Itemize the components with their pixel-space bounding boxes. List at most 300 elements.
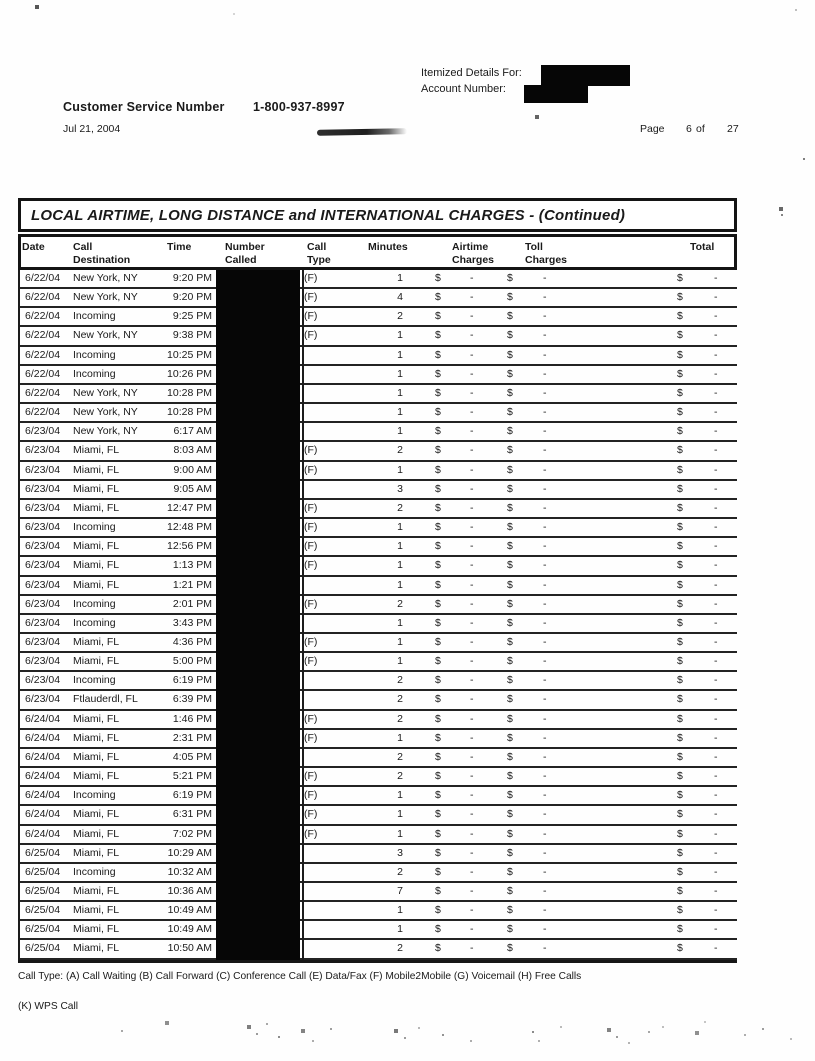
- total-currency-symbol: $: [677, 348, 683, 361]
- airtime-currency-symbol: $: [435, 348, 441, 361]
- redacted-customer-name: [541, 65, 630, 86]
- cell-airtime-charges: -: [470, 846, 474, 859]
- cell-date: 6/23/04: [25, 463, 61, 476]
- cell-minutes: 1: [397, 521, 403, 534]
- cell-toll-charges: -: [543, 444, 547, 457]
- cell-airtime-charges: -: [470, 386, 474, 399]
- cell-toll-charges: -: [543, 770, 547, 783]
- airtime-currency-symbol: $: [435, 674, 441, 687]
- redacted-number-called-column: [216, 270, 300, 960]
- cell-airtime-charges: -: [470, 885, 474, 897]
- cell-total: -: [714, 272, 718, 284]
- cell-total: -: [714, 846, 718, 859]
- cell-time: 10:29 AM: [167, 846, 212, 859]
- cell-destination: Miami, FL: [73, 444, 120, 457]
- airtime-currency-symbol: $: [435, 310, 441, 323]
- cell-time: 12:56 PM: [167, 540, 212, 553]
- customer-service-label: Customer Service Number: [63, 100, 225, 114]
- cell-total: -: [714, 291, 718, 304]
- total-currency-symbol: $: [677, 291, 683, 304]
- cell-total: -: [714, 750, 718, 763]
- cell-date: 6/25/04: [25, 865, 61, 878]
- cell-total: -: [714, 540, 718, 553]
- cell-toll-charges: -: [543, 540, 547, 553]
- cell-toll-charges: -: [543, 923, 547, 936]
- cell-minutes: 2: [397, 501, 403, 514]
- airtime-currency-symbol: $: [435, 578, 441, 591]
- cell-call-type: (F): [304, 444, 318, 457]
- col-header-destination-1: Call: [73, 241, 93, 253]
- cell-minutes: 1: [397, 827, 403, 840]
- cell-minutes: 4: [397, 291, 403, 304]
- cell-time: 1:21 PM: [172, 578, 212, 591]
- toll-currency-symbol: $: [507, 540, 513, 553]
- cell-time: 10:28 PM: [167, 386, 212, 399]
- total-currency-symbol: $: [677, 923, 683, 936]
- call-record-row: [18, 442, 737, 461]
- cell-destination: New York, NY: [73, 425, 138, 438]
- cell-airtime-charges: -: [470, 463, 474, 476]
- toll-currency-symbol: $: [507, 712, 513, 725]
- cell-toll-charges: -: [543, 865, 547, 878]
- cell-call-type: (F): [304, 521, 318, 534]
- airtime-currency-symbol: $: [435, 425, 441, 438]
- total-currency-symbol: $: [677, 770, 683, 783]
- call-record-row: [18, 462, 737, 481]
- cell-minutes: 1: [397, 635, 403, 648]
- cell-total: -: [714, 904, 718, 917]
- toll-currency-symbol: $: [507, 731, 513, 744]
- cell-time: 4:36 PM: [172, 635, 212, 648]
- airtime-currency-symbol: $: [435, 885, 441, 897]
- col-header-destination-2: Destination: [73, 254, 131, 266]
- cell-date: 6/24/04: [25, 827, 61, 840]
- total-currency-symbol: $: [677, 482, 683, 495]
- cell-total: -: [714, 444, 718, 457]
- cell-destination: Miami, FL: [73, 750, 120, 763]
- call-record-row: [18, 730, 737, 749]
- airtime-currency-symbol: $: [435, 808, 441, 821]
- call-record-row: [18, 289, 737, 308]
- cell-airtime-charges: -: [470, 291, 474, 304]
- call-record-row: [18, 826, 737, 845]
- cell-minutes: 1: [397, 904, 403, 917]
- cell-destination: Miami, FL: [73, 482, 120, 495]
- total-currency-symbol: $: [677, 827, 683, 840]
- total-currency-symbol: $: [677, 904, 683, 917]
- cell-destination: Miami, FL: [73, 559, 120, 572]
- cell-time: 6:19 PM: [172, 674, 212, 687]
- call-record-row: [18, 749, 737, 768]
- cell-minutes: 2: [397, 712, 403, 725]
- airtime-currency-symbol: $: [435, 693, 441, 706]
- toll-currency-symbol: $: [507, 655, 513, 668]
- cell-date: 6/22/04: [25, 291, 61, 304]
- cell-minutes: 2: [397, 310, 403, 323]
- cell-total: -: [714, 597, 718, 610]
- cell-destination: Incoming: [73, 597, 116, 610]
- toll-currency-symbol: $: [507, 808, 513, 821]
- toll-currency-symbol: $: [507, 846, 513, 859]
- total-currency-symbol: $: [677, 674, 683, 687]
- airtime-currency-symbol: $: [435, 616, 441, 629]
- cell-destination: Miami, FL: [73, 540, 120, 553]
- cell-time: 10:28 PM: [167, 406, 212, 419]
- cell-date: 6/22/04: [25, 272, 61, 284]
- cell-time: 6:31 PM: [172, 808, 212, 821]
- col-header-number-2: Called: [225, 254, 257, 266]
- toll-currency-symbol: $: [507, 789, 513, 802]
- cell-minutes: 2: [397, 444, 403, 457]
- cell-toll-charges: -: [543, 942, 547, 955]
- cell-total: -: [714, 674, 718, 687]
- cell-time: 7:02 PM: [172, 827, 212, 840]
- cell-toll-charges: -: [543, 463, 547, 476]
- cell-toll-charges: -: [543, 348, 547, 361]
- cell-toll-charges: -: [543, 693, 547, 706]
- cell-toll-charges: -: [543, 904, 547, 917]
- cell-minutes: 1: [397, 272, 403, 284]
- cell-airtime-charges: -: [470, 540, 474, 553]
- total-currency-symbol: $: [677, 444, 683, 457]
- cell-total: -: [714, 712, 718, 725]
- cell-call-type: (F): [304, 712, 318, 725]
- cell-airtime-charges: -: [470, 521, 474, 534]
- cell-destination: Miami, FL: [73, 731, 120, 744]
- cell-date: 6/24/04: [25, 808, 61, 821]
- cell-total: -: [714, 808, 718, 821]
- cell-total: -: [714, 310, 718, 323]
- cell-destination: Miami, FL: [73, 635, 120, 648]
- cell-date: 6/23/04: [25, 540, 61, 553]
- toll-currency-symbol: $: [507, 444, 513, 457]
- cell-toll-charges: -: [543, 635, 547, 648]
- airtime-currency-symbol: $: [435, 846, 441, 859]
- cell-airtime-charges: -: [470, 578, 474, 591]
- airtime-currency-symbol: $: [435, 904, 441, 917]
- cell-minutes: 1: [397, 578, 403, 591]
- call-record-row: [18, 691, 737, 710]
- page-current: 6: [686, 123, 692, 135]
- table-bottom-border: [18, 960, 737, 963]
- toll-currency-symbol: $: [507, 425, 513, 438]
- cell-date: 6/23/04: [25, 693, 61, 706]
- cell-toll-charges: -: [543, 731, 547, 744]
- cell-date: 6/25/04: [25, 904, 61, 917]
- airtime-currency-symbol: $: [435, 501, 441, 514]
- call-record-row: [18, 385, 737, 404]
- cell-total: -: [714, 885, 718, 897]
- cell-total: -: [714, 482, 718, 495]
- cell-destination: Incoming: [73, 616, 116, 629]
- toll-currency-symbol: $: [507, 635, 513, 648]
- cell-destination: Miami, FL: [73, 923, 120, 936]
- cell-total: -: [714, 521, 718, 534]
- total-currency-symbol: $: [677, 846, 683, 859]
- total-currency-symbol: $: [677, 559, 683, 572]
- cell-toll-charges: -: [543, 808, 547, 821]
- cell-call-type: (F): [304, 731, 318, 744]
- cell-time: 10:50 AM: [167, 942, 212, 955]
- cell-date: 6/23/04: [25, 482, 61, 495]
- cell-date: 6/23/04: [25, 635, 61, 648]
- airtime-currency-symbol: $: [435, 923, 441, 936]
- call-record-row: [18, 500, 737, 519]
- cell-date: 6/22/04: [25, 406, 61, 419]
- cell-destination: Miami, FL: [73, 501, 120, 514]
- total-currency-symbol: $: [677, 425, 683, 438]
- cell-airtime-charges: -: [470, 635, 474, 648]
- airtime-currency-symbol: $: [435, 463, 441, 476]
- toll-currency-symbol: $: [507, 521, 513, 534]
- cell-time: 3:43 PM: [172, 616, 212, 629]
- cell-date: 6/23/04: [25, 521, 61, 534]
- airtime-currency-symbol: $: [435, 635, 441, 648]
- cell-time: 12:48 PM: [167, 521, 212, 534]
- call-record-row: [18, 596, 737, 615]
- toll-currency-symbol: $: [507, 942, 513, 955]
- cell-airtime-charges: -: [470, 616, 474, 629]
- cell-minutes: 1: [397, 463, 403, 476]
- cell-airtime-charges: -: [470, 310, 474, 323]
- statement-date: Jul 21, 2004: [63, 123, 121, 135]
- cell-total: -: [714, 731, 718, 744]
- cell-toll-charges: -: [543, 310, 547, 323]
- total-currency-symbol: $: [677, 597, 683, 610]
- call-record-row: [18, 634, 737, 653]
- toll-currency-symbol: $: [507, 348, 513, 361]
- toll-currency-symbol: $: [507, 616, 513, 629]
- total-currency-symbol: $: [677, 367, 683, 380]
- cell-destination: Incoming: [73, 789, 116, 802]
- cell-total: -: [714, 923, 718, 936]
- cell-destination: Miami, FL: [73, 578, 120, 591]
- toll-currency-symbol: $: [507, 367, 513, 380]
- airtime-currency-symbol: $: [435, 291, 441, 304]
- cell-date: 6/24/04: [25, 750, 61, 763]
- airtime-currency-symbol: $: [435, 406, 441, 419]
- cell-airtime-charges: -: [470, 329, 474, 342]
- call-record-row: [18, 615, 737, 634]
- toll-currency-symbol: $: [507, 291, 513, 304]
- cell-time: 8:03 AM: [173, 444, 212, 457]
- total-currency-symbol: $: [677, 578, 683, 591]
- cell-toll-charges: -: [543, 674, 547, 687]
- airtime-currency-symbol: $: [435, 597, 441, 610]
- airtime-currency-symbol: $: [435, 789, 441, 802]
- redacted-account-number: [524, 85, 588, 103]
- cell-time: 6:39 PM: [172, 693, 212, 706]
- call-record-row: [18, 347, 737, 366]
- total-currency-symbol: $: [677, 693, 683, 706]
- cell-airtime-charges: -: [470, 425, 474, 438]
- col-header-number-1: Number: [225, 241, 265, 253]
- cell-total: -: [714, 386, 718, 399]
- itemized-details-label: Itemized Details For:: [421, 67, 522, 79]
- cell-toll-charges: -: [543, 406, 547, 419]
- cell-time: 9:38 PM: [172, 329, 212, 342]
- toll-currency-symbol: $: [507, 865, 513, 878]
- cell-time: 10:25 PM: [167, 348, 212, 361]
- cell-minutes: 1: [397, 540, 403, 553]
- cell-destination: New York, NY: [73, 291, 138, 304]
- cell-airtime-charges: -: [470, 597, 474, 610]
- call-record-row: [18, 864, 737, 883]
- col-header-total: Total: [690, 241, 715, 253]
- total-currency-symbol: $: [677, 616, 683, 629]
- cell-toll-charges: -: [543, 578, 547, 591]
- call-record-row: [18, 308, 737, 327]
- call-record-row: [18, 787, 737, 806]
- cell-destination: Miami, FL: [73, 655, 120, 668]
- cell-total: -: [714, 578, 718, 591]
- col-header-type-2: Type: [307, 254, 331, 266]
- cell-total: -: [714, 770, 718, 783]
- cell-destination: Miami, FL: [73, 712, 120, 725]
- cell-time: 2:31 PM: [172, 731, 212, 744]
- call-record-row: [18, 902, 737, 921]
- cell-minutes: 2: [397, 597, 403, 610]
- cell-destination: Miami, FL: [73, 885, 120, 897]
- redaction-smudge: [317, 128, 407, 136]
- total-currency-symbol: $: [677, 865, 683, 878]
- call-record-row: [18, 404, 737, 423]
- toll-currency-symbol: $: [507, 482, 513, 495]
- cell-toll-charges: -: [543, 425, 547, 438]
- total-currency-symbol: $: [677, 655, 683, 668]
- cell-date: 6/25/04: [25, 885, 61, 897]
- cell-call-type: (F): [304, 540, 318, 553]
- cell-time: 4:05 PM: [172, 750, 212, 763]
- total-currency-symbol: $: [677, 463, 683, 476]
- airtime-currency-symbol: $: [435, 540, 441, 553]
- cell-toll-charges: -: [543, 501, 547, 514]
- cell-time: 10:26 PM: [167, 367, 212, 380]
- cell-total: -: [714, 329, 718, 342]
- toll-currency-symbol: $: [507, 463, 513, 476]
- cell-time: 5:21 PM: [172, 770, 212, 783]
- total-currency-symbol: $: [677, 310, 683, 323]
- cell-minutes: 1: [397, 425, 403, 438]
- cell-total: -: [714, 693, 718, 706]
- cell-destination: Miami, FL: [73, 904, 120, 917]
- customer-service-number: 1-800-937-8997: [253, 100, 345, 114]
- cell-call-type: (F): [304, 789, 318, 802]
- cell-minutes: 1: [397, 386, 403, 399]
- col-header-time: Time: [167, 241, 192, 253]
- airtime-currency-symbol: $: [435, 521, 441, 534]
- cell-time: 1:46 PM: [172, 712, 212, 725]
- table-body: [18, 270, 737, 960]
- wps-call-legend: (K) WPS Call: [18, 1001, 78, 1012]
- toll-currency-symbol: $: [507, 750, 513, 763]
- call-record-row: [18, 921, 737, 940]
- cell-airtime-charges: -: [470, 559, 474, 572]
- cell-date: 6/25/04: [25, 846, 61, 859]
- cell-date: 6/22/04: [25, 329, 61, 342]
- call-record-row: [18, 653, 737, 672]
- cell-airtime-charges: -: [470, 789, 474, 802]
- cell-airtime-charges: -: [470, 693, 474, 706]
- call-record-row: [18, 481, 737, 500]
- cell-total: -: [714, 655, 718, 668]
- col-header-minutes: Minutes: [368, 241, 408, 253]
- cell-call-type: (F): [304, 291, 318, 304]
- cell-minutes: 1: [397, 923, 403, 936]
- cell-date: 6/24/04: [25, 789, 61, 802]
- cell-date: 6/22/04: [25, 310, 61, 323]
- cell-time: 9:00 AM: [173, 463, 212, 476]
- total-currency-symbol: $: [677, 406, 683, 419]
- cell-total: -: [714, 348, 718, 361]
- cell-date: 6/22/04: [25, 386, 61, 399]
- cell-airtime-charges: -: [470, 367, 474, 380]
- airtime-currency-symbol: $: [435, 827, 441, 840]
- page-of-label: of: [696, 123, 705, 135]
- cell-call-type: (F): [304, 501, 318, 514]
- cell-time: 1:13 PM: [172, 559, 212, 572]
- cell-toll-charges: -: [543, 750, 547, 763]
- airtime-currency-symbol: $: [435, 386, 441, 399]
- cell-date: 6/22/04: [25, 348, 61, 361]
- toll-currency-symbol: $: [507, 386, 513, 399]
- cell-destination: Incoming: [73, 674, 116, 687]
- cell-toll-charges: -: [543, 521, 547, 534]
- cell-minutes: 2: [397, 865, 403, 878]
- cell-airtime-charges: -: [470, 674, 474, 687]
- cell-minutes: 3: [397, 482, 403, 495]
- cell-minutes: 1: [397, 406, 403, 419]
- cell-destination: Ftlauderdl, FL: [73, 693, 138, 706]
- col-header-toll-1: Toll: [525, 241, 543, 253]
- cell-date: 6/23/04: [25, 425, 61, 438]
- table-title-box: [18, 198, 737, 232]
- call-record-row: [18, 672, 737, 691]
- cell-minutes: 1: [397, 789, 403, 802]
- cell-minutes: 1: [397, 559, 403, 572]
- col-header-airtime-1: Airtime: [452, 241, 489, 253]
- cell-time: 10:32 AM: [167, 865, 212, 878]
- call-record-row: [18, 806, 737, 825]
- cell-total: -: [714, 463, 718, 476]
- cell-total: -: [714, 942, 718, 955]
- cell-total: -: [714, 827, 718, 840]
- cell-call-type: (F): [304, 827, 318, 840]
- total-currency-symbol: $: [677, 635, 683, 648]
- toll-currency-symbol: $: [507, 885, 513, 897]
- cell-toll-charges: -: [543, 712, 547, 725]
- table-title: LOCAL AIRTIME, LONG DISTANCE and INTERNATIONAL CHARGES - (Continued): [31, 206, 626, 224]
- call-record-row: [18, 423, 737, 442]
- call-record-row: [18, 940, 737, 959]
- cell-time: 2:01 PM: [172, 597, 212, 610]
- cell-date: 6/23/04: [25, 597, 61, 610]
- cell-time: 10:49 AM: [167, 923, 212, 936]
- cell-date: 6/22/04: [25, 367, 61, 380]
- toll-currency-symbol: $: [507, 329, 513, 342]
- cell-time: 9:05 AM: [173, 482, 212, 495]
- page-label: Page: [640, 123, 665, 135]
- call-type-legend: Call Type: (A) Call Waiting (B) Call Forward (C) Conference Call (E) Data/Fax (F) Mobile2Mobile (G) Voicemail (H) Free Calls: [18, 971, 582, 982]
- airtime-currency-symbol: $: [435, 942, 441, 955]
- cell-toll-charges: -: [543, 329, 547, 342]
- cell-destination: Incoming: [73, 367, 116, 380]
- cell-date: 6/25/04: [25, 923, 61, 936]
- cell-total: -: [714, 559, 718, 572]
- airtime-currency-symbol: $: [435, 731, 441, 744]
- toll-currency-symbol: $: [507, 770, 513, 783]
- airtime-currency-symbol: $: [435, 712, 441, 725]
